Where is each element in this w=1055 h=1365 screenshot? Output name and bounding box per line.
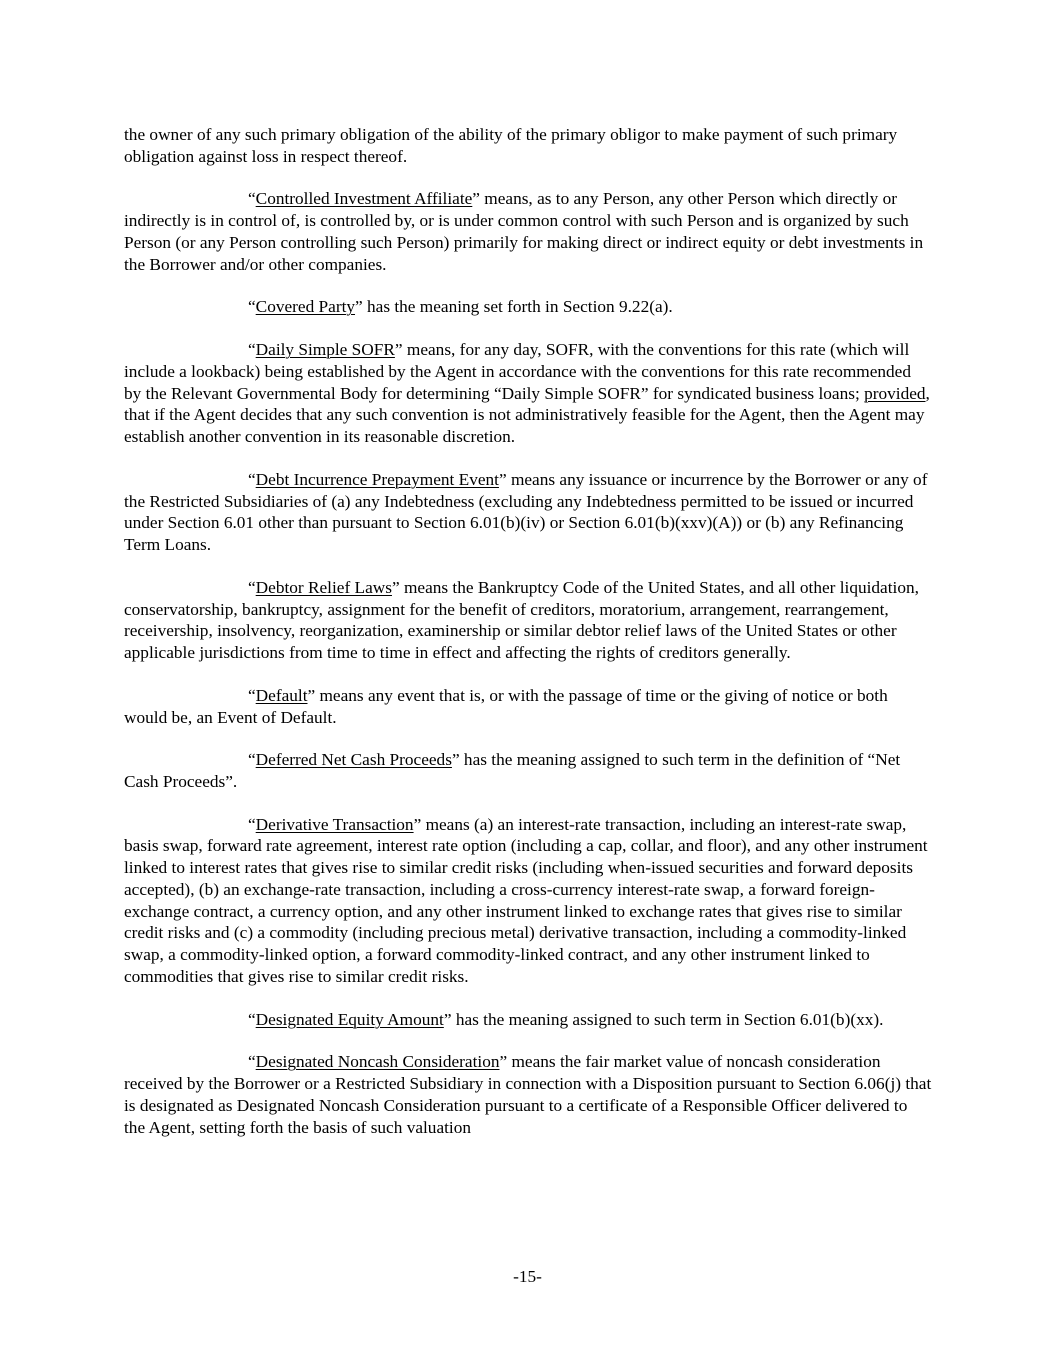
definition-text: ” means the fair market value of noncash consideration received by the Borrower or a Restricted Subsidiary in connection with a Disposition pursuant to Section 6.06(j) that is designated as Designated Noncash Consideration pursuant to a certificate of a Responsible Officer delivered to the Agent, setting forth the basis of such valuation (124, 1052, 932, 1137)
document-body (124, 124, 932, 1159)
definition-text: ” means any issuance or incurrence by the Borrower or any of the Restricted Subsidiaries of (a) any Indebtedness (excluding any Indebtedness permitted to be issued or incurred under Section 6.01 other than pursuant to Section 6.01(b)(iv) or Section 6.01(b)(xxv)(A)) or (b) any Refinancing Term Loans. (124, 469, 928, 555)
defined-term: Daily Simple SOFR (255, 339, 395, 359)
defined-term: Derivative Transaction (255, 814, 414, 834)
definition-default: “Default” means any event that is, or with the passage of time or the giving of notice or both would be, an Event of Default. (124, 685, 888, 727)
defined-term: Debt Incurrence Prepayment Event (255, 469, 499, 489)
definition-text: ” has the meaning assigned to such term in the definition of “Net Cash Proceeds”. (124, 750, 901, 791)
proviso-term: provided (864, 383, 926, 403)
definition-controlled-investment-affiliate: “Controlled Investment Affiliate” means, as to any Person, any other Person which directly or indirectly is in control of, is controlled by, or is under common control with such Person and is organized by such Person (or any Person controlling such Person) primarily for making direct or indirect equity or debt investments in the Borrower and/or other companies. (124, 189, 924, 274)
definition-text: ” has the meaning assigned to such term in Section 6.01(b)(xx). (443, 1009, 884, 1029)
definition-text-pre: ” means, for any day, SOFR, with the conventions for this rate (which will include a lookback) being established by the Agent in accordance with the conventions for this rate recommended by the Relevant Governmental Body for determining “Daily Simple SOFR” for syndicated business loans; (124, 339, 911, 403)
defined-term: Debtor Relief Laws (255, 577, 392, 597)
defined-term: Designated Noncash Consideration (255, 1052, 500, 1072)
continuation-paragraph: the owner of any such primary obligation of the ability of the primary obligor to make payment of such primary obligation against loss in respect thereof. (124, 125, 898, 166)
definition-text: ” means the Bankruptcy Code of the United States, and all other liquidation, conservatorship, bankruptcy, assignment for the benefit of creditors, moratorium, arrangement, rearrangement, receivership, insolvency, reorganization, examinership or similar debtor relief laws of the United States or other applicable jurisdictions from time to time in effect and affecting the rights of creditors generally. (124, 577, 919, 663)
definition-text: , that if the Agent decides that any such convention is not administratively feasible for the Agent, then the Agent may establish another convention in its reasonable discretion. (124, 383, 930, 447)
defined-term: Default (255, 685, 308, 705)
definition-designated-noncash-consideration: “Designated Noncash Consideration” means the fair market value of noncash consideration received by the Borrower or a Restricted Subsidiary in connection with a Disposition pursuant to Section 6.06(j) that is designated as Designated Noncash Consideration pursuant to a certificate of a Responsible Officer delivered to the Agent, setting forth the basis of such valuation (124, 1052, 932, 1137)
definition-designated-equity-amount: “Designated Equity Amount” has the meaning assigned to such term in Section 6.01(b)(xx). (248, 1009, 884, 1029)
definition-text: ” means any event that is, or with the passage of time or the giving of notice or both would be, an Event of Default. (124, 685, 888, 727)
definition-debt-incurrence-prepayment-event: “Debt Incurrence Prepayment Event” means any issuance or incurrence by the Borrower or any of the Restricted Subsidiaries of (a) any Indebtedness (excluding any Indebtedness permitted to be issued or incurred under Section 6.01 other than pursuant to Section 6.01(b)(iv) or Section 6.01(b)(xxv)(A)) or (b) any Refinancing Term Loans. (124, 469, 928, 555)
defined-term: Designated Equity Amount (255, 1009, 444, 1029)
definition-text: ” means, as to any Person, any other Person which directly or indirectly is in control of, is controlled by, or is under common control with such Person and is organized by such Person (or any Person controlling such Person) primarily for making direct or indirect equity or debt investments in the Borrower and/or other companies. (124, 189, 924, 274)
definition-text: ” has the meaning set forth in Section 9.22(a). (355, 297, 673, 317)
definition-debtor-relief-laws: “Debtor Relief Laws” means the Bankruptcy Code of the United States, and all other liquidation, conservatorship, bankruptcy, assignment for the benefit of creditors, moratorium, arrangement, rearrangement, receivership, insolvency, reorganization, examinership or similar debtor relief laws of the United States or other applicable jurisdictions from time to time in effect and affecting the rights of creditors generally. (124, 577, 919, 663)
definition-covered-party: “Covered Party” has the meaning set forth in Section 9.22(a). (248, 297, 673, 317)
definition-daily-simple-sofr: “Daily Simple SOFR” means, for any day, SOFR, with the conventions for this rate (which will include a lookback) being established by the Agent in accordance with the conventions for this rate recommended by the Relevant Governmental Body for determining “Daily Simple SOFR” for syndicated business loans; provided, that if the Agent decides that any such convention is not administratively feasible for the Agent, then the Agent may establish another convention in its reasonable discretion. (124, 339, 930, 447)
definition-derivative-transaction: “Derivative Transaction” means (a) an interest-rate transaction, including an interest-rate swap, basis swap, forward rate agreement, interest rate option (including a cap, collar, and floor), and any other instrument linked to interest rates that gives rise to similar credit risks (including when-issued securities and forward deposits accepted), (b) an exchange-rate transaction, including a cross-currency interest-rate swap, a forward foreign-exchange contract, a currency option, and any other instrument linked to exchange rates that gives rise to similar credit risks and (c) a commodity (including precious metal) derivative transaction, including a commodity-linked swap, a commodity-linked option, a forward commodity-linked contract, and any other instrument linked to commodities that gives rise to similar credit risks. (124, 814, 928, 987)
defined-term: Deferred Net Cash Proceeds (255, 750, 452, 770)
defined-term: Covered Party (255, 297, 356, 317)
defined-term: Controlled Investment Affiliate (255, 189, 473, 209)
definition-text: ” means (a) an interest-rate transaction, including an interest-rate swap, basis swap, forward rate agreement, interest rate option (including a cap, collar, and floor), and any other instrument linked to interest rates that gives rise to similar credit risks (including when-issued securities and forward deposits accepted), (b) an exchange-rate transaction, including a cross-currency interest-rate swap, a forward foreign-exchange contract, a currency option, and any other instrument linked to exchange rates that gives rise to similar credit risks and (c) a commodity (including precious metal) derivative transaction, including a commodity-linked swap, a commodity-linked option, a forward commodity-linked contract, and any other instrument linked to commodities that gives rise to similar credit risks. (124, 814, 928, 987)
page-number: -15- (513, 1267, 542, 1286)
definition-deferred-net-cash-proceeds: “Deferred Net Cash Proceeds” has the meaning assigned to such term in the definition of “Net Cash Proceeds”. (124, 750, 901, 791)
